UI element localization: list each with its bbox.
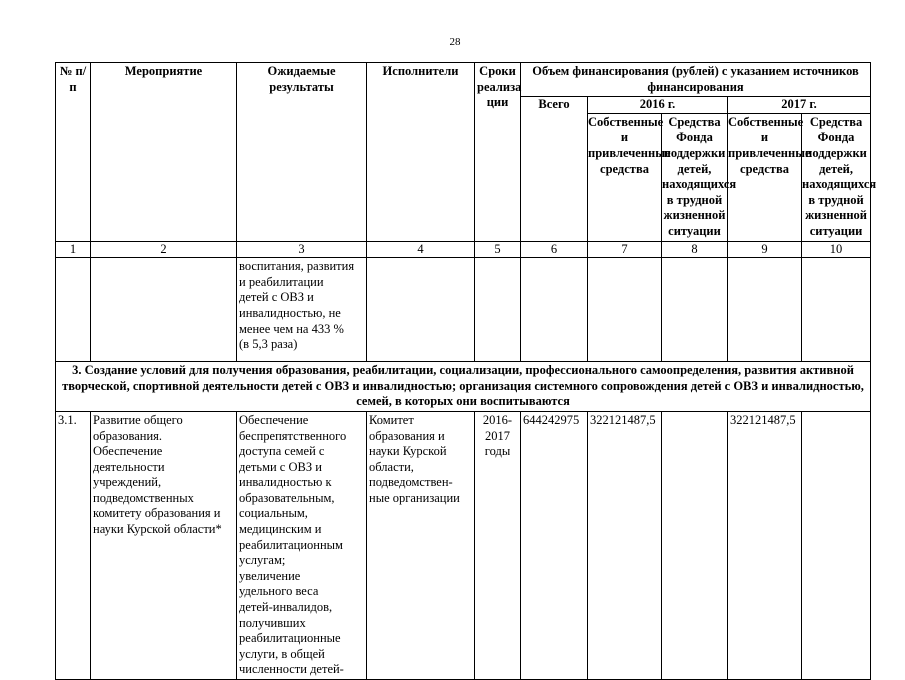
row-results: [237, 411, 367, 679]
executors-line: ные организации: [369, 490, 460, 505]
row-event: [91, 411, 237, 679]
event-line: Обеспечение: [93, 444, 163, 459]
header-year-2017: 2017 г.: [728, 97, 871, 114]
executors-line: области,: [369, 459, 414, 474]
row-own-2017: 322121487,5: [728, 411, 802, 679]
header-col-executors: Исполнители: [367, 63, 475, 242]
results-line: менее чем на 433 %: [239, 321, 344, 336]
column-number: 5: [475, 241, 521, 258]
section-3-title: 3. Создание условий для получения образования, реабилитации, социализации, профессионального самоопределения, развития активной творческой, спортивной деятельности детей с ОВЗ и инвалидностью; организация системного сопровождения детей с ОВЗ и инвалидностью, семей, в которых они воспитываются: [56, 362, 871, 412]
cont-cell-results: [237, 258, 367, 362]
header-col-results: Ожидаемые результаты: [237, 63, 367, 242]
executors-line: подведомствен-: [369, 475, 453, 490]
event-line: комитету образования и: [93, 506, 221, 521]
event-line: Развитие общего: [93, 412, 183, 427]
results-line: беспрепятственного: [239, 428, 347, 443]
results-line: услугам;: [239, 553, 286, 568]
column-numbers-row: [56, 241, 871, 258]
results-line: увеличение: [239, 568, 301, 583]
row-total: 644242975: [521, 411, 588, 679]
cont-cell-total: [521, 258, 588, 362]
row-fund-2017: [802, 411, 871, 679]
terms-line: годы: [484, 444, 511, 459]
header-own-funds-2017: Собственные и привлеченные средства: [728, 113, 802, 241]
results-line: детей-инвалидов,: [239, 600, 333, 615]
results-line: реабилитационным: [239, 537, 343, 552]
results-line: инвалидностью, не: [239, 305, 341, 320]
cont-cell-own-2016: [588, 258, 662, 362]
row-executors: [367, 411, 475, 679]
terms-line: 2017: [485, 428, 510, 443]
results-line: (в 5,3 раза): [239, 337, 298, 352]
column-number: 9: [728, 241, 802, 258]
row-number: 3.1.: [56, 411, 91, 679]
header-own-funds-2016: Собственные и привлеченные средства: [588, 113, 662, 241]
table-row-3-1: [56, 411, 871, 679]
results-line: услуги, в общей: [239, 646, 325, 661]
cont-cell-fund-2016: [662, 258, 728, 362]
event-line: образования.: [93, 428, 163, 443]
page-number: 28: [449, 36, 461, 48]
financing-table: [55, 62, 877, 680]
header-col-terms: Сроки реализа ции: [475, 63, 521, 242]
results-line: образовательным,: [239, 490, 335, 505]
header-col-event: Мероприятие: [91, 63, 237, 242]
event-line: подведомственных: [93, 490, 194, 505]
header-col-total: Всего: [521, 97, 588, 241]
cont-cell-no: [56, 258, 91, 362]
executors-line: образования и: [369, 428, 445, 443]
column-number: 1: [56, 241, 91, 258]
executors-line: науки Курской: [369, 444, 447, 459]
column-number: 8: [662, 241, 728, 258]
cont-cell-own-2017: [728, 258, 802, 362]
results-line: и реабилитации: [239, 274, 324, 289]
column-number: 6: [521, 241, 588, 258]
column-number: 10: [802, 241, 871, 258]
event-line: учреждений,: [93, 475, 162, 490]
results-line: детей с ОВЗ и: [239, 290, 314, 305]
header-fund-support-2016: Средства Фонда поддержки детей, находящихся в трудной жизненной ситуации: [662, 113, 728, 241]
results-line: социальным,: [239, 506, 308, 521]
row-terms: [475, 411, 521, 679]
column-number: 4: [367, 241, 475, 258]
header-year-2016: 2016 г.: [588, 97, 728, 114]
terms-line: 2016-: [482, 412, 513, 427]
event-line: деятельности: [93, 459, 165, 474]
results-line: реабилитационные: [239, 631, 341, 646]
results-line: доступа семей с: [239, 444, 325, 459]
cont-cell-executors: [367, 258, 475, 362]
row-fund-2016: [662, 411, 728, 679]
column-number: 3: [237, 241, 367, 258]
executors-line: Комитет: [369, 412, 414, 427]
row-own-2016: 322121487,5: [588, 411, 662, 679]
header-fund-support-2017: Средства Фонда поддержки детей, находящихся в трудной жизненной ситуации: [802, 113, 871, 241]
results-line: воспитания, развития: [239, 259, 355, 274]
continuation-row: [56, 258, 871, 362]
results-line: удельного веса: [239, 584, 319, 599]
results-line: Обеспечение: [239, 412, 309, 427]
cont-cell-terms: [475, 258, 521, 362]
results-line: медицинским и: [239, 522, 322, 537]
results-line: численности детей-: [239, 662, 344, 677]
cont-cell-fund-2017: [802, 258, 871, 362]
header-col-no: № п/п: [56, 63, 91, 242]
column-number: 2: [91, 241, 237, 258]
header-col-finance: Объем финансирования (рублей) с указанием источников финансирования: [521, 63, 871, 97]
results-line: получивших: [239, 615, 306, 630]
results-line: инвалидностью к: [239, 475, 332, 490]
cont-cell-event: [91, 258, 237, 362]
event-line: науки Курской области*: [93, 522, 222, 537]
results-line: детьми с ОВЗ и: [239, 459, 322, 474]
column-number: 7: [588, 241, 662, 258]
